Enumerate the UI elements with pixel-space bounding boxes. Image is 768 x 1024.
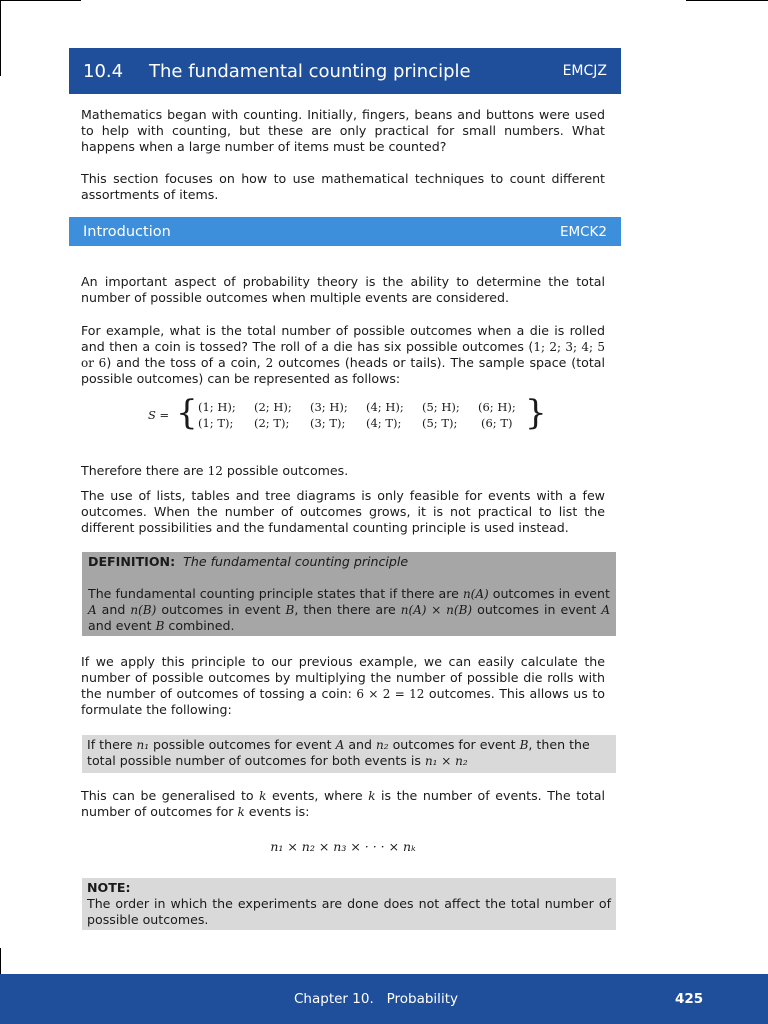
math-die-outcomes: 1; 2; 3; 4; 5 or 6 [81,340,605,370]
note-text: The order in which the experiments are done does not affect the total number of possible outcomes. [87,896,611,927]
section-header [69,48,621,94]
outcome-cell: (2; H); [254,400,292,414]
subsection-code: EMCK2 [559,223,607,240]
math-coin-count: 2 [265,356,274,370]
outcome-cell: (5; H); [422,400,460,414]
sample-space [148,393,548,438]
page-footer [0,974,768,1024]
therefore-paragraph [81,463,605,479]
math-nB: n(B) [130,603,157,617]
crop-mark [0,0,1,76]
outcome-cell: (6; H); [478,400,516,414]
math-B: B [285,603,295,617]
general-paragraph [81,788,605,820]
example-text: ) and the toss of a coin, [106,355,266,370]
math-twelve: 12 [207,464,223,478]
example-text: For example, what is the total number of possible outcomes when a die is rolled and then a coin is tossed? The roll of a die has six possible outcomes ( [81,323,605,354]
right-brace: } [525,393,547,433]
math-nA-times-nB: n(A) × n(B) [400,603,473,617]
sample-space-lhs: S = [148,408,170,422]
rule-fragment: and [344,737,377,752]
page-number: 425 [675,991,704,1007]
definition-fragment: The fundamental counting principle states that if there are [88,586,463,601]
chapter-label: Chapter 10. Probability [294,991,458,1007]
example-paragraph [81,323,605,387]
definition-label: DEFINITION: [88,554,176,569]
example-text: outcomes (heads or tails). The sample space (total possible outcomes) can be represented as follows: [81,355,605,386]
math-A: A [88,603,97,617]
outcome-cell: (3; T); [310,416,346,430]
crop-mark [686,0,768,1]
rule-box [82,735,616,773]
definition-fragment: outcomes in event [156,602,286,617]
crop-mark [0,948,1,974]
rule-fragment: possible outcomes for event [149,737,336,752]
section-code: EMCJZ [562,63,607,79]
apply-text: If we apply this principle to our previous example, we can easily calculate the number of possible outcomes by multiplying the number of possible die rolls with the number of outcomes of tossing a coin: [81,654,605,701]
lists-paragraph: The use of lists, tables and tree diagrams is only feasible for events with a few outcomes. When the number of outcomes grows, it is not practical to list the different possibilities and the fundamental counting principle is used instead. [81,488,605,535]
math-B: B [519,738,529,752]
apply-paragraph [81,654,605,718]
definition-fragment: outcomes in event [472,602,602,617]
general-text: is the number of events. The total number of outcomes for [81,788,605,819]
rule-fragment: , then the total possible number of outcomes for both events is [87,737,590,768]
math-nA: n(A) [462,587,489,601]
definition-title: The fundamental counting principle [183,554,409,569]
product-formula: n₁ × n₂ × n₃ × · · · × nₖ [270,839,416,854]
general-text: events, where [266,788,369,803]
outcome-cell: (3; H); [310,400,348,414]
outcome-cell: (4; T); [366,416,402,430]
outcome-cell: (4; H); [366,400,404,414]
note-label: NOTE: [87,880,131,895]
math-A: A [335,738,345,752]
section-number: 10.4 [83,60,124,82]
note-box [82,878,616,930]
definition-fragment: , then there are [294,602,401,617]
math-A: A [601,603,610,617]
rule-fragment: If there [87,737,137,752]
outcome-cell: (2; T); [254,416,290,430]
definition-fragment: and [96,602,131,617]
rule-fragment: outcomes for event [388,737,520,752]
subsection-title: Introduction [83,223,171,240]
outcome-cell: (1; H); [198,400,236,414]
math-n1-times-n2: n₁ × n₂ [424,754,468,768]
math-k: k [368,789,376,803]
outcome-cell: (6; T) [481,416,513,430]
outcome-cell: (1; T); [198,416,234,430]
math-n2: n₂ [376,738,389,752]
therefore-text: possible outcomes. [222,463,349,478]
general-text: events is: [244,804,310,819]
subsection-header [69,217,621,246]
math-k: k [237,805,245,819]
section-title: The fundamental counting principle [149,60,471,82]
definition-fragment: and event [88,618,156,633]
math-B: B [155,619,165,633]
definition-heading [88,554,610,570]
definition-box [82,552,616,636]
definition-text [88,586,610,634]
apply-text: outcomes. This allows us to formulate the following: [81,686,605,717]
definition-fragment: outcomes in event [488,586,610,601]
math-k: k [259,789,267,803]
crop-mark [0,0,81,1]
intro-paragraph: This section focuses on how to use mathematical techniques to count different assortments of items. [81,171,605,202]
definition-fragment: combined. [164,618,235,633]
math-n1: n₁ [136,738,150,752]
math-six-times-two: 6 × 2 = 12 [356,687,425,701]
intro-paragraph: Mathematics began with counting. Initially, fingers, beans and buttons were used to help with counting, but these are only practical for small numbers. What happens when a large number of items must be counted? [81,107,605,154]
therefore-text: Therefore there are [81,463,208,478]
outcome-cell: (5; T); [422,416,458,430]
general-text: This can be generalised to [81,788,260,803]
aspect-paragraph: An important aspect of probability theory is the ability to determine the total number of possible outcomes when multiple events are considered. [81,274,605,305]
left-brace: { [176,393,198,433]
